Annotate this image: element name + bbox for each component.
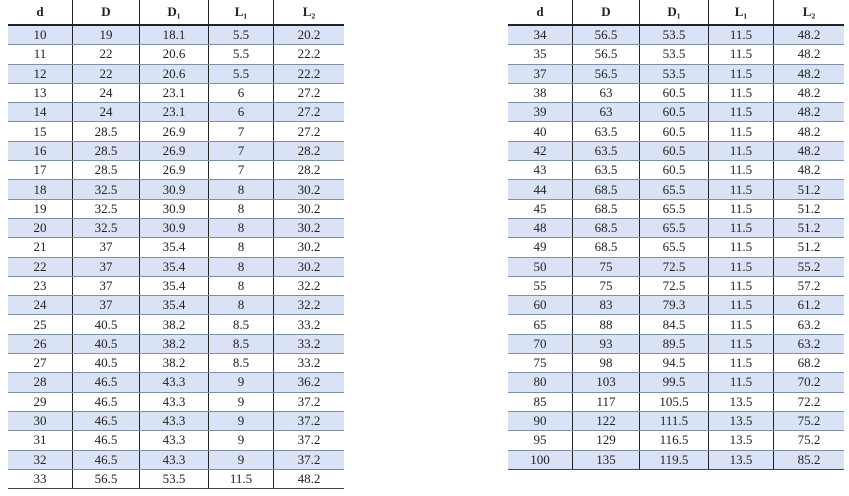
cell-D: 63.5: [573, 141, 640, 160]
cell-D1: 43.3: [140, 373, 209, 392]
table-row: [8, 373, 344, 392]
cell-d: 48: [508, 218, 573, 237]
cell-L1: 9: [209, 450, 274, 469]
cell-D1: 30.9: [140, 199, 209, 218]
table-body-right: [508, 25, 844, 469]
cell-L2: 37.2: [274, 431, 345, 450]
table-row: [8, 25, 344, 45]
table-row: [508, 276, 844, 295]
cell-L2: 57.2: [774, 276, 845, 295]
table-row: [508, 161, 844, 180]
column-header-L1: L₁: [209, 0, 274, 25]
cell-D1: 53.5: [140, 469, 209, 488]
cell-L2: 30.2: [274, 257, 345, 276]
cell-L1: 11.5: [709, 161, 774, 180]
table-row: [8, 296, 344, 315]
cell-L2: 33.2: [274, 334, 345, 353]
cell-D1: 65.5: [640, 218, 709, 237]
table-row: [508, 122, 844, 141]
table-row: [508, 315, 844, 334]
cell-L1: 11.5: [709, 122, 774, 141]
cell-L1: 11.5: [709, 334, 774, 353]
cell-D: 46.5: [73, 373, 140, 392]
cell-d: 42: [508, 141, 573, 160]
cell-D: 63: [573, 83, 640, 102]
cell-D1: 60.5: [640, 83, 709, 102]
cell-D1: 26.9: [140, 161, 209, 180]
cell-d: 40: [508, 122, 573, 141]
cell-D1: 72.5: [640, 276, 709, 295]
cell-D: 28.5: [73, 161, 140, 180]
cell-L1: 11.5: [709, 257, 774, 276]
cell-D: 56.5: [73, 469, 140, 488]
table-row: [8, 276, 344, 295]
table-row: [8, 103, 344, 122]
column-header-D: D: [573, 0, 640, 25]
cell-L1: 11.5: [709, 180, 774, 199]
table-row: [508, 199, 844, 218]
cell-D1: 20.6: [140, 64, 209, 83]
cell-D: 46.5: [73, 392, 140, 411]
cell-D1: 30.9: [140, 180, 209, 199]
cell-D1: 99.5: [640, 373, 709, 392]
cell-d: 60: [508, 296, 573, 315]
table-row: [508, 238, 844, 257]
cell-L2: 36.2: [274, 373, 345, 392]
cell-D: 75: [573, 257, 640, 276]
cell-L1: 8: [209, 296, 274, 315]
cell-D: 93: [573, 334, 640, 353]
table-row: [508, 431, 844, 450]
cell-L2: 63.2: [774, 315, 845, 334]
cell-L1: 11.5: [709, 238, 774, 257]
cell-L1: 9: [209, 411, 274, 430]
cell-L2: 70.2: [774, 373, 845, 392]
cell-d: 44: [508, 180, 573, 199]
cell-D: 46.5: [73, 431, 140, 450]
table-row: [8, 45, 344, 64]
cell-d: 22: [8, 257, 73, 276]
cell-D1: 65.5: [640, 199, 709, 218]
cell-L1: 8: [209, 276, 274, 295]
cell-d: 95: [508, 431, 573, 450]
cell-D: 40.5: [73, 334, 140, 353]
cell-L2: 48.2: [774, 83, 845, 102]
cell-L2: 22.2: [274, 64, 345, 83]
cell-D1: 53.5: [640, 45, 709, 64]
cell-L1: 11.5: [709, 296, 774, 315]
cell-D: 129: [573, 431, 640, 450]
cell-D1: 89.5: [640, 334, 709, 353]
cell-d: 45: [508, 199, 573, 218]
table-row: [8, 141, 344, 160]
cell-L1: 6: [209, 83, 274, 102]
cell-L2: 27.2: [274, 103, 345, 122]
cell-D: 32.5: [73, 199, 140, 218]
column-header-d: d: [8, 0, 73, 25]
cell-L2: 61.2: [774, 296, 845, 315]
cell-D: 83: [573, 296, 640, 315]
cell-D1: 43.3: [140, 392, 209, 411]
cell-d: 15: [8, 122, 73, 141]
cell-L2: 28.2: [274, 141, 345, 160]
cell-d: 65: [508, 315, 573, 334]
cell-D: 68.5: [573, 238, 640, 257]
cell-d: 27: [8, 354, 73, 373]
cell-D1: 18.1: [140, 25, 209, 45]
cell-D1: 26.9: [140, 141, 209, 160]
cell-L2: 48.2: [774, 25, 845, 45]
cell-D: 68.5: [573, 199, 640, 218]
cell-D1: 35.4: [140, 296, 209, 315]
cell-L1: 11.5: [709, 276, 774, 295]
cell-D1: 20.6: [140, 45, 209, 64]
cell-D: 32.5: [73, 180, 140, 199]
cell-L1: 5.5: [209, 45, 274, 64]
cell-D1: 43.3: [140, 450, 209, 469]
cell-L2: 48.2: [774, 122, 845, 141]
cell-L2: 33.2: [274, 315, 345, 334]
dimension-table-right: [508, 0, 844, 470]
column-header-L1: L₁: [709, 0, 774, 25]
cell-d: 19: [8, 199, 73, 218]
cell-d: 49: [508, 238, 573, 257]
cell-d: 21: [8, 238, 73, 257]
cell-L1: 8: [209, 238, 274, 257]
table-row: [508, 141, 844, 160]
cell-L2: 75.2: [774, 431, 845, 450]
cell-D: 103: [573, 373, 640, 392]
cell-d: 30: [8, 411, 73, 430]
table-row: [508, 373, 844, 392]
cell-d: 33: [8, 469, 73, 488]
cell-L1: 11.5: [709, 218, 774, 237]
cell-D1: 23.1: [140, 83, 209, 102]
cell-D1: 26.9: [140, 122, 209, 141]
cell-L1: 11.5: [709, 103, 774, 122]
cell-D: 68.5: [573, 180, 640, 199]
cell-D1: 116.5: [640, 431, 709, 450]
cell-L2: 48.2: [274, 469, 345, 488]
cell-L2: 22.2: [274, 45, 345, 64]
table-row: [8, 431, 344, 450]
cell-D1: 79.3: [640, 296, 709, 315]
table-body-left: [8, 25, 344, 489]
cell-D1: 60.5: [640, 122, 709, 141]
cell-d: 100: [508, 450, 573, 469]
cell-L2: 33.2: [274, 354, 345, 373]
table-row: [8, 83, 344, 102]
cell-D1: 94.5: [640, 354, 709, 373]
cell-D: 56.5: [573, 25, 640, 45]
column-header-D: D: [73, 0, 140, 25]
cell-D1: 105.5: [640, 392, 709, 411]
cell-d: 23: [8, 276, 73, 295]
cell-D1: 38.2: [140, 354, 209, 373]
table-row: [508, 180, 844, 199]
cell-D: 37: [73, 257, 140, 276]
cell-D: 28.5: [73, 141, 140, 160]
table-header-row: [508, 0, 844, 25]
cell-L1: 11.5: [709, 45, 774, 64]
cell-d: 17: [8, 161, 73, 180]
cell-D: 117: [573, 392, 640, 411]
table-row: [8, 161, 344, 180]
cell-d: 90: [508, 411, 573, 430]
table-row: [508, 257, 844, 276]
cell-d: 25: [8, 315, 73, 334]
cell-L2: 32.2: [274, 276, 345, 295]
table-row: [508, 392, 844, 411]
cell-L1: 13.5: [709, 411, 774, 430]
cell-D1: 35.4: [140, 257, 209, 276]
table-row: [508, 354, 844, 373]
cell-d: 20: [8, 218, 73, 237]
cell-L1: 11.5: [709, 83, 774, 102]
table-row: [508, 296, 844, 315]
table-row: [8, 238, 344, 257]
cell-D1: 23.1: [140, 103, 209, 122]
cell-L1: 7: [209, 161, 274, 180]
cell-L1: 5.5: [209, 25, 274, 45]
cell-L1: 13.5: [709, 392, 774, 411]
cell-D1: 119.5: [640, 450, 709, 469]
cell-L1: 8.5: [209, 354, 274, 373]
cell-D: 56.5: [573, 64, 640, 83]
cell-D: 40.5: [73, 315, 140, 334]
cell-d: 18: [8, 180, 73, 199]
cell-d: 34: [508, 25, 573, 45]
cell-d: 31: [8, 431, 73, 450]
cell-L2: 37.2: [274, 392, 345, 411]
cell-D: 56.5: [573, 45, 640, 64]
dimension-table-left: [8, 0, 344, 489]
cell-d: 26: [8, 334, 73, 353]
cell-L1: 13.5: [709, 450, 774, 469]
cell-D1: 30.9: [140, 218, 209, 237]
cell-L1: 8: [209, 218, 274, 237]
table-row: [8, 411, 344, 430]
cell-L2: 51.2: [774, 218, 845, 237]
cell-L1: 13.5: [709, 431, 774, 450]
cell-D1: 84.5: [640, 315, 709, 334]
cell-L2: 20.2: [274, 25, 345, 45]
cell-D1: 111.5: [640, 411, 709, 430]
cell-d: 12: [8, 64, 73, 83]
table-row: [508, 25, 844, 45]
cell-L1: 11.5: [709, 373, 774, 392]
cell-D: 37: [73, 296, 140, 315]
cell-L2: 48.2: [774, 64, 845, 83]
table-row: [508, 450, 844, 469]
table-row: [508, 64, 844, 83]
cell-L1: 9: [209, 392, 274, 411]
cell-L2: 48.2: [774, 141, 845, 160]
cell-D1: 65.5: [640, 238, 709, 257]
table-row: [8, 315, 344, 334]
table-row: [508, 103, 844, 122]
cell-D1: 72.5: [640, 257, 709, 276]
table-row: [8, 218, 344, 237]
cell-L2: 32.2: [274, 296, 345, 315]
cell-L2: 28.2: [274, 161, 345, 180]
cell-L2: 30.2: [274, 180, 345, 199]
cell-d: 85: [508, 392, 573, 411]
table-row: [8, 450, 344, 469]
cell-d: 16: [8, 141, 73, 160]
cell-L1: 8.5: [209, 315, 274, 334]
table-row: [8, 180, 344, 199]
cell-D: 63.5: [573, 161, 640, 180]
cell-D: 19: [73, 25, 140, 45]
cell-L2: 55.2: [774, 257, 845, 276]
cell-L2: 30.2: [274, 238, 345, 257]
cell-d: 32: [8, 450, 73, 469]
cell-D: 98: [573, 354, 640, 373]
cell-d: 80: [508, 373, 573, 392]
cell-L2: 30.2: [274, 199, 345, 218]
cell-D: 37: [73, 276, 140, 295]
cell-L1: 11.5: [709, 141, 774, 160]
table-row: [508, 83, 844, 102]
cell-D1: 43.3: [140, 411, 209, 430]
table-row: [8, 354, 344, 373]
cell-L1: 11.5: [709, 199, 774, 218]
cell-D1: 35.4: [140, 276, 209, 295]
cell-L2: 37.2: [274, 450, 345, 469]
cell-D1: 60.5: [640, 103, 709, 122]
cell-L2: 27.2: [274, 122, 345, 141]
table-row: [8, 122, 344, 141]
cell-d: 28: [8, 373, 73, 392]
column-header-D1: D₁: [640, 0, 709, 25]
cell-D: 24: [73, 83, 140, 102]
cell-L2: 51.2: [774, 238, 845, 257]
table-row: [508, 411, 844, 430]
cell-D: 88: [573, 315, 640, 334]
cell-L2: 75.2: [774, 411, 845, 430]
cell-L2: 63.2: [774, 334, 845, 353]
cell-d: 38: [508, 83, 573, 102]
cell-d: 35: [508, 45, 573, 64]
table-row: [508, 45, 844, 64]
cell-D: 75: [573, 276, 640, 295]
cell-L2: 27.2: [274, 83, 345, 102]
cell-D: 63: [573, 103, 640, 122]
cell-D: 32.5: [73, 218, 140, 237]
cell-L1: 8.5: [209, 334, 274, 353]
table-row: [508, 334, 844, 353]
cell-D1: 35.4: [140, 238, 209, 257]
cell-L1: 11.5: [709, 315, 774, 334]
table-row: [508, 218, 844, 237]
cell-D1: 53.5: [640, 64, 709, 83]
cell-L1: 7: [209, 141, 274, 160]
cell-L1: 11.5: [709, 25, 774, 45]
cell-L1: 8: [209, 199, 274, 218]
cell-d: 24: [8, 296, 73, 315]
cell-D: 46.5: [73, 450, 140, 469]
table-row: [8, 392, 344, 411]
cell-L2: 30.2: [274, 218, 345, 237]
cell-D: 135: [573, 450, 640, 469]
column-header-d: d: [508, 0, 573, 25]
cell-L2: 48.2: [774, 103, 845, 122]
cell-d: 13: [8, 83, 73, 102]
cell-L1: 9: [209, 373, 274, 392]
cell-D: 122: [573, 411, 640, 430]
cell-D1: 60.5: [640, 161, 709, 180]
cell-L2: 51.2: [774, 180, 845, 199]
cell-D: 40.5: [73, 354, 140, 373]
cell-L1: 5.5: [209, 64, 274, 83]
cell-D: 68.5: [573, 218, 640, 237]
table-row: [8, 334, 344, 353]
cell-D1: 60.5: [640, 141, 709, 160]
cell-L1: 11.5: [709, 64, 774, 83]
cell-D: 37: [73, 238, 140, 257]
cell-L2: 48.2: [774, 161, 845, 180]
cell-d: 75: [508, 354, 573, 373]
table-row: [8, 469, 344, 488]
cell-L2: 48.2: [774, 45, 845, 64]
cell-d: 55: [508, 276, 573, 295]
cell-D: 22: [73, 64, 140, 83]
column-header-D1: D₁: [140, 0, 209, 25]
cell-L2: 72.2: [774, 392, 845, 411]
cell-L1: 8: [209, 257, 274, 276]
cell-D: 46.5: [73, 411, 140, 430]
cell-d: 43: [508, 161, 573, 180]
cell-d: 14: [8, 103, 73, 122]
cell-d: 10: [8, 25, 73, 45]
cell-L1: 9: [209, 431, 274, 450]
cell-d: 37: [508, 64, 573, 83]
cell-D1: 38.2: [140, 315, 209, 334]
cell-D: 22: [73, 45, 140, 64]
cell-D1: 65.5: [640, 180, 709, 199]
cell-d: 11: [8, 45, 73, 64]
table-header-row: [8, 0, 344, 25]
cell-L2: 37.2: [274, 411, 345, 430]
cell-D1: 38.2: [140, 334, 209, 353]
cell-d: 29: [8, 392, 73, 411]
cell-D1: 53.5: [640, 25, 709, 45]
column-header-L2: L₂: [774, 0, 845, 25]
cell-d: 70: [508, 334, 573, 353]
cell-D1: 43.3: [140, 431, 209, 450]
table-row: [8, 257, 344, 276]
table-row: [8, 64, 344, 83]
cell-L2: 51.2: [774, 199, 845, 218]
cell-d: 39: [508, 103, 573, 122]
cell-L1: 8: [209, 180, 274, 199]
column-header-L2: L₂: [274, 0, 345, 25]
cell-D: 63.5: [573, 122, 640, 141]
table-row: [8, 199, 344, 218]
cell-L1: 6: [209, 103, 274, 122]
cell-L2: 85.2: [774, 450, 845, 469]
cell-D: 24: [73, 103, 140, 122]
cell-d: 50: [508, 257, 573, 276]
cell-L1: 7: [209, 122, 274, 141]
cell-D: 28.5: [73, 122, 140, 141]
cell-L1: 11.5: [209, 469, 274, 488]
cell-L2: 68.2: [774, 354, 845, 373]
cell-L1: 11.5: [709, 354, 774, 373]
